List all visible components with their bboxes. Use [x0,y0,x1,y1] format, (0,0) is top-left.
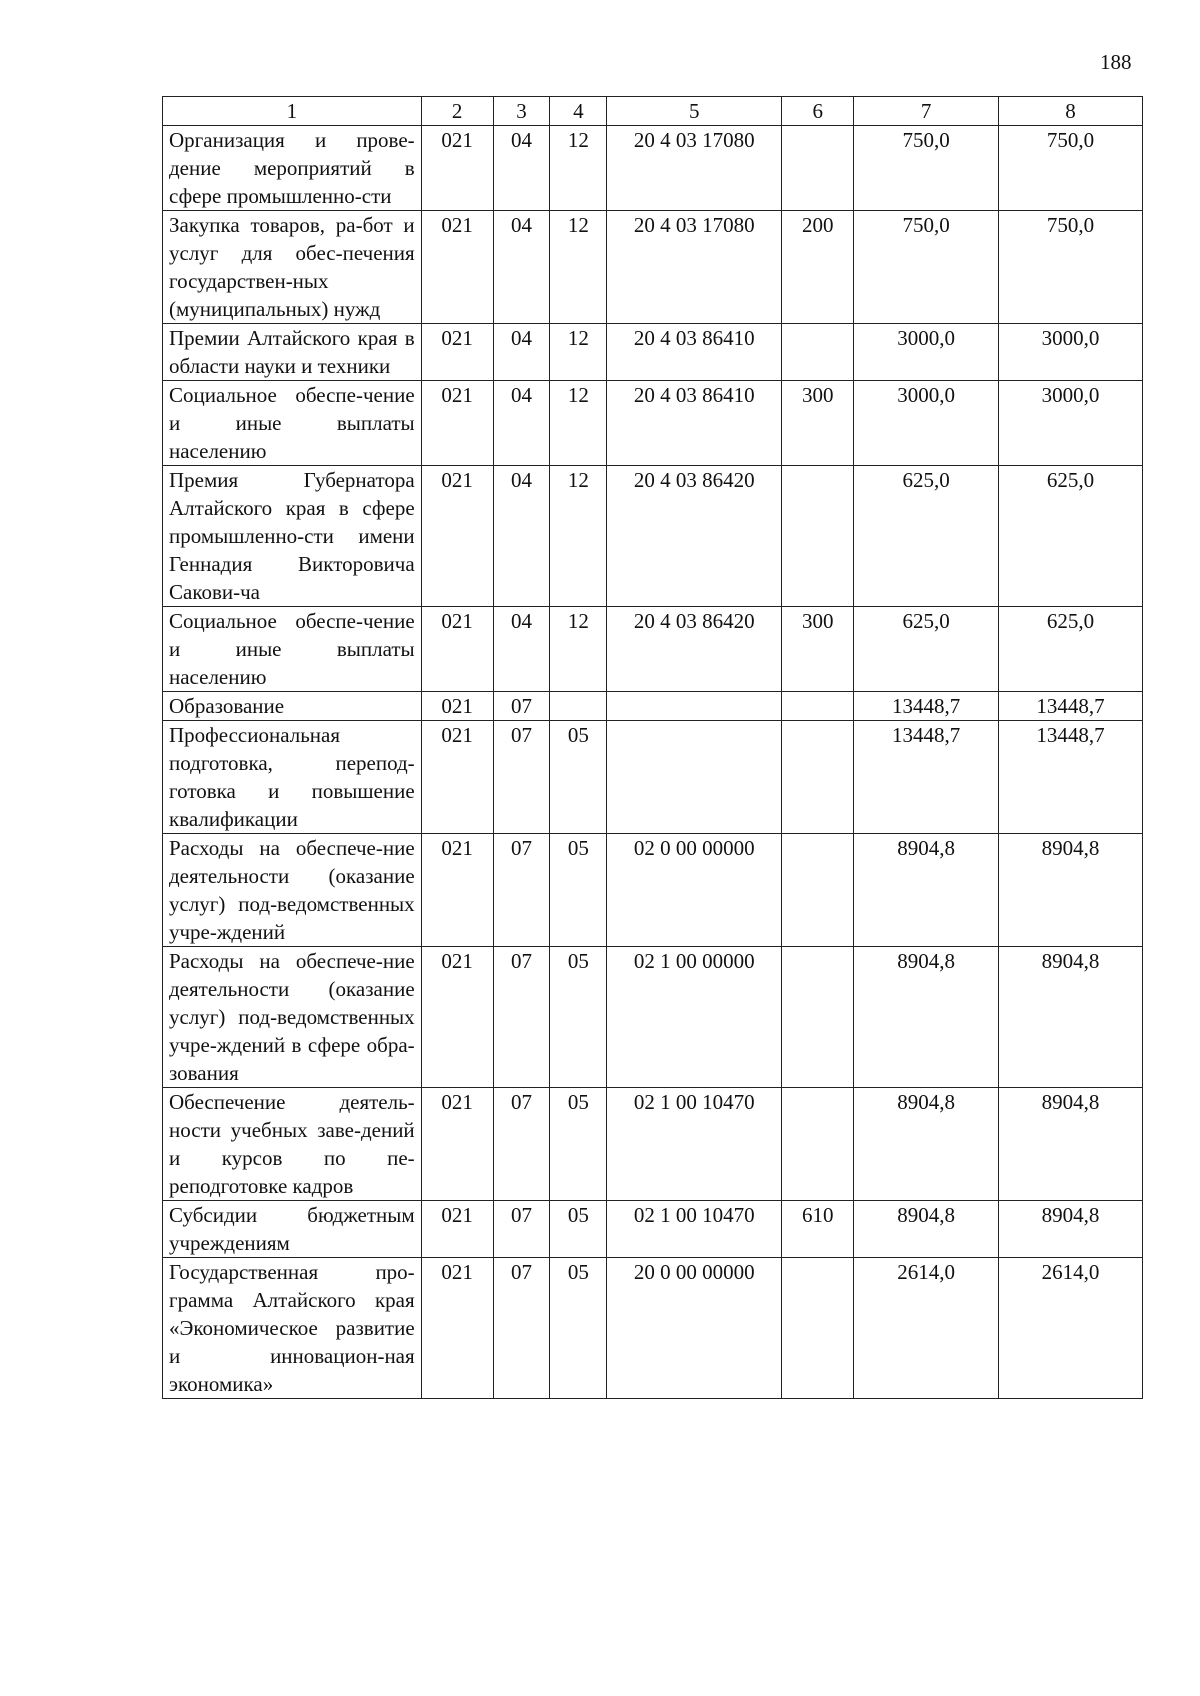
target-article-code: 20 4 03 17080 [607,126,782,211]
section-code: 07 [493,1258,550,1399]
amount-col7: 625,0 [854,607,999,692]
ministry-code: 021 [421,211,493,324]
subsection-code: 05 [550,1201,607,1258]
amount-col8: 625,0 [999,466,1143,607]
amount-col7: 8904,8 [854,834,999,947]
subsection-code: 12 [550,211,607,324]
ministry-code: 021 [421,1258,493,1399]
subsection-code: 05 [550,721,607,834]
item-name: Обеспечение деятель-ности учебных заве-дений и курсов по пе-реподготовке кадров [163,1088,422,1201]
amount-col8: 2614,0 [999,1258,1143,1399]
table-row [163,211,1143,324]
section-code: 07 [493,721,550,834]
target-article-code: 20 4 03 86410 [607,381,782,466]
header-row [163,97,1143,126]
section-code: 07 [493,834,550,947]
column-header: 1 [163,97,422,126]
amount-col7: 625,0 [854,466,999,607]
target-article-code: 20 4 03 86410 [607,324,782,381]
expense-type-code [782,466,854,607]
subsection-code: 05 [550,947,607,1088]
ministry-code: 021 [421,947,493,1088]
table-row [163,607,1143,692]
ministry-code: 021 [421,834,493,947]
column-header: 6 [782,97,854,126]
target-article-code [607,721,782,834]
expense-type-code: 610 [782,1201,854,1258]
section-code: 07 [493,1088,550,1201]
table-row [163,126,1143,211]
amount-col8: 8904,8 [999,1201,1143,1258]
item-name: Организация и прове-дение мероприятий в сфере промышленно-сти [163,126,422,211]
subsection-code: 05 [550,1258,607,1399]
subsection-code: 12 [550,381,607,466]
item-name: Премии Алтайского края в области науки и техники [163,324,422,381]
column-header: 7 [854,97,999,126]
column-header: 5 [607,97,782,126]
target-article-code: 02 0 00 00000 [607,834,782,947]
amount-col7: 750,0 [854,126,999,211]
section-code: 04 [493,381,550,466]
expense-type-code [782,692,854,721]
section-code: 04 [493,126,550,211]
expense-type-code [782,324,854,381]
amount-col8: 3000,0 [999,381,1143,466]
ministry-code: 021 [421,1088,493,1201]
amount-col7: 3000,0 [854,324,999,381]
target-article-code: 02 1 00 00000 [607,947,782,1088]
amount-col8: 625,0 [999,607,1143,692]
column-header: 4 [550,97,607,126]
amount-col8: 8904,8 [999,1088,1143,1201]
ministry-code: 021 [421,721,493,834]
expense-type-code: 300 [782,607,854,692]
item-name: Социальное обеспе-чение и иные выплаты населению [163,381,422,466]
amount-col7: 8904,8 [854,1201,999,1258]
subsection-code: 12 [550,126,607,211]
section-code: 04 [493,211,550,324]
ministry-code: 021 [421,126,493,211]
subsection-code [550,692,607,721]
ministry-code: 021 [421,1201,493,1258]
table-row [163,834,1143,947]
amount-col8: 750,0 [999,211,1143,324]
target-article-code: 20 4 03 86420 [607,607,782,692]
section-code: 07 [493,947,550,1088]
ministry-code: 021 [421,324,493,381]
ministry-code: 021 [421,692,493,721]
table-row [163,324,1143,381]
amount-col8: 13448,7 [999,721,1143,834]
section-code: 07 [493,1201,550,1258]
amount-col7: 8904,8 [854,947,999,1088]
expense-type-code [782,126,854,211]
subsection-code: 12 [550,466,607,607]
item-name: Образование [163,692,422,721]
item-name: Профессиональная подготовка, перепод-готовка и повышение квалификации [163,721,422,834]
target-article-code: 20 4 03 17080 [607,211,782,324]
amount-col8: 750,0 [999,126,1143,211]
item-name: Государственная про-грамма Алтайского края «Экономическое развитие и инновацион-ная экономика» [163,1258,422,1399]
section-code: 07 [493,692,550,721]
section-code: 04 [493,466,550,607]
budget-table [162,96,1143,1399]
table-body [163,126,1143,1399]
subsection-code: 12 [550,324,607,381]
item-name: Расходы на обеспече-ние деятельности (оказание услуг) под-ведомственных учре-ждений в сфере обра-зования [163,947,422,1088]
amount-col7: 750,0 [854,211,999,324]
column-header: 3 [493,97,550,126]
target-article-code: 02 1 00 10470 [607,1201,782,1258]
amount-col8: 13448,7 [999,692,1143,721]
table-row [163,381,1143,466]
amount-col8: 8904,8 [999,947,1143,1088]
expense-type-code: 200 [782,211,854,324]
amount-col7: 8904,8 [854,1088,999,1201]
item-name: Субсидии бюджетным учреждениям [163,1201,422,1258]
ministry-code: 021 [421,607,493,692]
column-header: 2 [421,97,493,126]
expense-type-code: 300 [782,381,854,466]
target-article-code: 20 4 03 86420 [607,466,782,607]
amount-col7: 13448,7 [854,721,999,834]
ministry-code: 021 [421,466,493,607]
section-code: 04 [493,324,550,381]
column-header: 8 [999,97,1143,126]
amount-col7: 3000,0 [854,381,999,466]
amount-col7: 2614,0 [854,1258,999,1399]
table-row [163,1201,1143,1258]
subsection-code: 05 [550,834,607,947]
table-row [163,1088,1143,1201]
target-article-code: 20 0 00 00000 [607,1258,782,1399]
target-article-code: 02 1 00 10470 [607,1088,782,1201]
amount-col8: 3000,0 [999,324,1143,381]
amount-col7: 13448,7 [854,692,999,721]
item-name: Социальное обеспе-чение и иные выплаты населению [163,607,422,692]
ministry-code: 021 [421,381,493,466]
table-row [163,721,1143,834]
expense-type-code [782,1258,854,1399]
table-row [163,947,1143,1088]
subsection-code: 05 [550,1088,607,1201]
section-code: 04 [493,607,550,692]
table-row [163,1258,1143,1399]
item-name: Расходы на обеспече-ние деятельности (оказание услуг) под-ведомственных учре-ждений [163,834,422,947]
expense-type-code [782,1088,854,1201]
target-article-code [607,692,782,721]
expense-type-code [782,947,854,1088]
expense-type-code [782,721,854,834]
expense-type-code [782,834,854,947]
amount-col8: 8904,8 [999,834,1143,947]
table-row [163,466,1143,607]
item-name: Закупка товаров, ра-бот и услуг для обес-печения государствен-ных (муниципальных) нужд [163,211,422,324]
table-row [163,692,1143,721]
item-name: Премия Губернатора Алтайского края в сфере промышленно-сти имени Геннадия Викторовича Сакови-ча [163,466,422,607]
page-number: 188 [1100,50,1132,74]
subsection-code: 12 [550,607,607,692]
